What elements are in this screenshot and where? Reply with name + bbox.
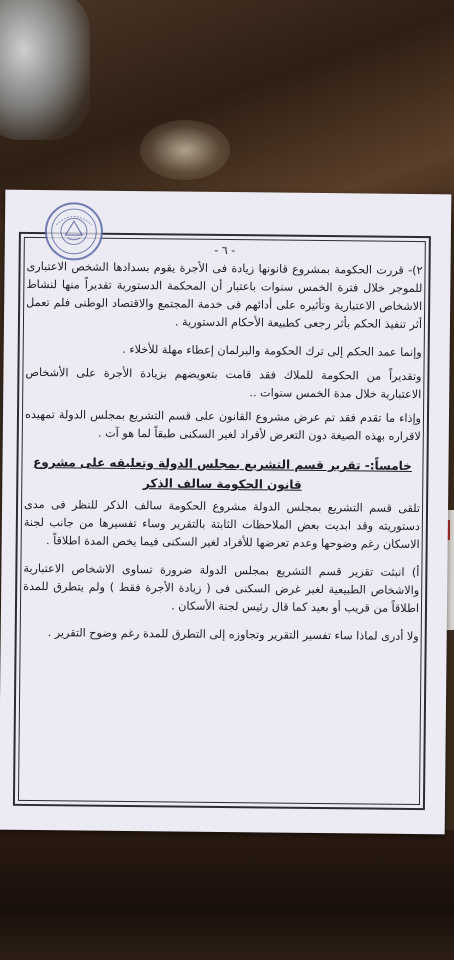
table-lower-background xyxy=(0,830,454,960)
paragraph-legislation-section-report: تلقى قسم التشريع بمجلس الدولة مشروع الحكومة سالف الذكر للنظر فى مدى دستوريته وقد ابديت بعض الملاحظات الثابتة بالتقرير وساء تفسيرها من جانب لجنة الاسكان رغم وضوحها وعدم تعرضها للأفراد لغير السكنى فيما يخص المدة اطلاقاً . xyxy=(23,497,421,552)
section-heading-line-2: قانون الحكومة سالف الذكر xyxy=(142,476,302,492)
paragraph-closing-remark: ولا أدرى لماذا ساء تفسير التقرير وتجاوزه إلى التطرق للمدة رغم وضوح التقرير . xyxy=(47,626,419,644)
page-number: - ٦ - xyxy=(214,243,236,258)
paragraph-owner-compensation: وتقديراً من الحكومة للملاك فقد قامت بتعويضهم بزيادة الأجرة على الأشخاص الاعتبارية خلال مدة الخمس سنوات .. xyxy=(25,365,422,402)
document-body xyxy=(23,242,423,656)
document-page xyxy=(0,190,451,835)
paragraph-ruling-grace-period: وإنما عمد الحكم إلى ترك الحكومة والبرلمان إعطاء مهلة للأخلاء . xyxy=(122,342,422,360)
paragraph-council-review: وإذاء ما تقدم فقد تم عرض مشروع القانون على قسم التشريع بمجلس الدولة تمهيده لاقراره بهذه الصيغة دون التعرض لأفراد لغير السكنى طبقاً لما هو آت . xyxy=(24,407,422,444)
paragraph-government-rent-increase: ٢)- قررت الحكومة بمشروع قانونها زيادة فى الأجرة يقوم بسدادها الشخص الاعتبارى للموجر خلال فترة الخمس سنوات باعتبار أن المحكمة الدستورية تقديراً منها لنشاط الاشخاص الاعتبارية وتأثيره على أدائهم فى خدمة المجتمع والاقتصاد الوطنى فلم تعمل أثر تنفيذ الحكم بأثر رجعى كطبيعة الأحكام الدستورية . xyxy=(26,259,423,332)
section-heading-line-1: خامساً:- تقرير قسم التشريع بمجلس الدولة وتعليقه على مشروع xyxy=(33,454,412,473)
water-glass xyxy=(0,0,90,140)
list-item-report-finding: أ) انبثت تقرير قسم التشريع بمجلس الدولة ضرورة تساوى الاشخاص الاعتبارية والاشخاص الطبيعية لغير غرض السكنى فى ( زيادة الأجرة فقط ) ولم يتطرق للمدة اطلاقاً من قريب أو بعيد كما قال رئيس لجنة الأسكان . xyxy=(23,561,420,616)
section-heading xyxy=(24,452,420,496)
light-reflection xyxy=(140,120,230,180)
